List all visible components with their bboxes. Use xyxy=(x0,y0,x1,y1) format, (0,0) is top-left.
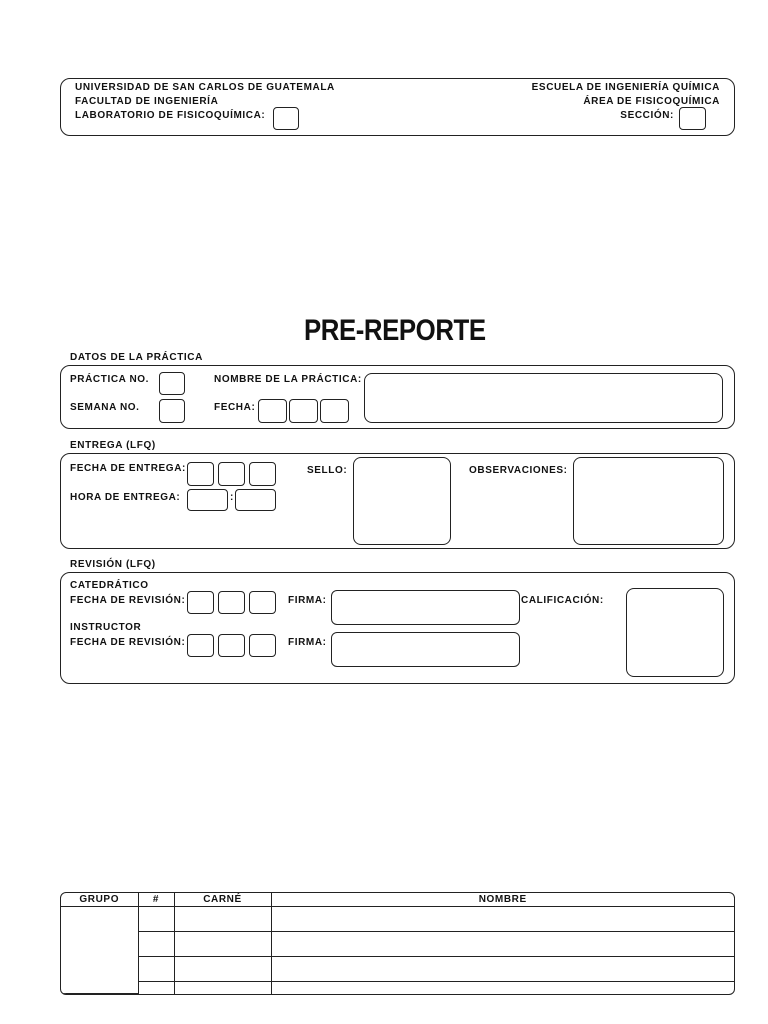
entrega-heading: ENTREGA (LFQ) xyxy=(70,440,156,451)
delivery-day-field[interactable] xyxy=(187,462,214,486)
datos-heading: DATOS DE LA PRÁCTICA xyxy=(70,352,203,363)
nombre-cell[interactable] xyxy=(271,956,734,981)
section-field[interactable] xyxy=(679,107,706,130)
delivery-year-field[interactable] xyxy=(249,462,276,486)
number-cell[interactable] xyxy=(138,931,174,956)
group-table xyxy=(60,892,735,995)
section-label: SECCIÓN: xyxy=(620,110,674,121)
review-2-month-field[interactable] xyxy=(218,634,245,657)
date-month-field[interactable] xyxy=(289,399,318,423)
revision-heading: REVISIÓN (LFQ) xyxy=(70,559,156,570)
observations-label: OBSERVACIONES: xyxy=(469,465,568,476)
stamp-field[interactable] xyxy=(353,457,451,545)
delivery-time-label: HORA DE ENTREGA: xyxy=(70,492,181,503)
carne-cell[interactable] xyxy=(174,931,271,956)
practice-name-field[interactable] xyxy=(364,373,723,423)
time-separator: : xyxy=(230,492,234,503)
carne-cell[interactable] xyxy=(174,956,271,981)
practice-no-label: PRÁCTICA NO. xyxy=(70,374,150,385)
table-row xyxy=(61,907,734,932)
university-name: UNIVERSIDAD DE SAN CARLOS DE GUATEMALA xyxy=(75,82,335,93)
practice-name-label: NOMBRE DE LA PRÁCTICA: xyxy=(214,374,362,385)
delivery-date-label: FECHA DE ENTREGA: xyxy=(70,463,186,474)
review-2-day-field[interactable] xyxy=(187,634,214,657)
nombre-cell[interactable] xyxy=(271,907,734,932)
review-2-year-field[interactable] xyxy=(249,634,276,657)
group-cell[interactable] xyxy=(61,907,138,994)
column-header-grupo: GRUPO xyxy=(61,893,138,907)
table-row xyxy=(61,981,734,993)
review-1-year-field[interactable] xyxy=(249,591,276,614)
nombre-cell[interactable] xyxy=(271,981,734,993)
signature-2-label: FIRMA: xyxy=(288,637,327,648)
school-name: ESCUELA DE INGENIERÍA QUÍMICA xyxy=(531,82,720,93)
lab-field[interactable] xyxy=(273,107,299,130)
grade-field[interactable] xyxy=(626,588,724,677)
column-header-number: # xyxy=(138,893,174,907)
delivery-month-field[interactable] xyxy=(218,462,245,486)
week-no-field[interactable] xyxy=(159,399,185,423)
carne-cell[interactable] xyxy=(174,907,271,932)
professor-label: CATEDRÁTICO xyxy=(70,580,149,591)
page-title: PRE-REPORTE xyxy=(304,314,486,347)
stamp-label: SELLO: xyxy=(307,465,348,476)
instructor-label: INSTRUCTOR xyxy=(70,622,142,633)
date-year-field[interactable] xyxy=(320,399,349,423)
column-header-nombre: NOMBRE xyxy=(271,893,734,907)
faculty-name: FACULTAD DE INGENIERÍA xyxy=(75,96,219,107)
review-1-day-field[interactable] xyxy=(187,591,214,614)
date-label: FECHA: xyxy=(214,402,256,413)
table-row xyxy=(61,956,734,981)
number-cell[interactable] xyxy=(138,907,174,932)
review-date-1-label: FECHA DE REVISIÓN: xyxy=(70,595,186,606)
column-header-carne: CARNÉ xyxy=(174,893,271,907)
signature-2-field[interactable] xyxy=(331,632,520,667)
nombre-cell[interactable] xyxy=(271,931,734,956)
delivery-hour-field[interactable] xyxy=(187,489,228,511)
signature-1-label: FIRMA: xyxy=(288,595,327,606)
observations-field[interactable] xyxy=(573,457,724,545)
number-cell[interactable] xyxy=(138,981,174,993)
review-1-month-field[interactable] xyxy=(218,591,245,614)
number-cell[interactable] xyxy=(138,956,174,981)
lab-label: LABORATORIO DE FISICOQUÍMICA: xyxy=(75,110,266,121)
review-date-2-label: FECHA DE REVISIÓN: xyxy=(70,637,186,648)
date-day-field[interactable] xyxy=(258,399,287,423)
week-no-label: SEMANA NO. xyxy=(70,402,140,413)
delivery-minute-field[interactable] xyxy=(235,489,276,511)
grade-label: CALIFICACIÓN: xyxy=(521,595,604,606)
area-name: ÁREA DE FISICOQUÍMICA xyxy=(583,96,720,107)
table-row xyxy=(61,931,734,956)
carne-cell[interactable] xyxy=(174,981,271,993)
practice-no-field[interactable] xyxy=(159,372,185,395)
signature-1-field[interactable] xyxy=(331,590,520,625)
